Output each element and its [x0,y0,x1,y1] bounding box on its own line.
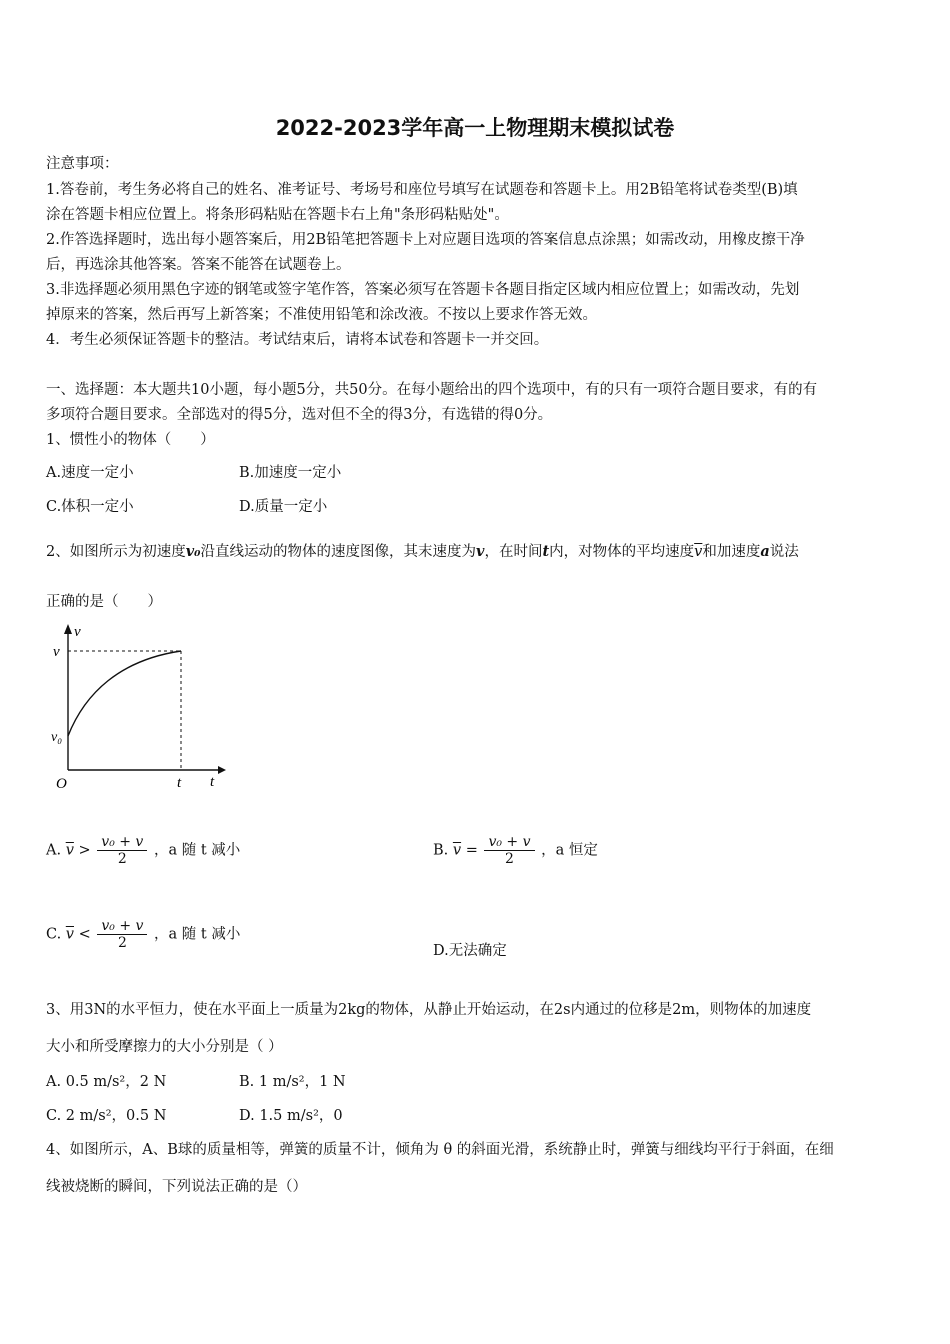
notice-line-2: 涂在答题卡相应位置上。将条形码粘贴在答题卡右上角"条形码粘贴处"。 [46,207,509,223]
q3-stem-line-2: 大小和所受摩擦力的大小分别是（ ） [46,1039,283,1055]
x-axis-arrow [218,766,226,774]
t-tick-label: t [177,775,182,791]
q1-option-c: C.体积一定小 [46,499,134,515]
q2-vbar: $\overline{v}$ [694,544,703,560]
q3-option-d: D. 1.5 m/s²，0 [239,1108,343,1124]
x-axis-label: t [210,774,215,790]
fraction: $\frac{\text{v₀ + v}}{2}$ [484,834,534,867]
section-intro-line-2: 多项符合题目要求。全部选对的得5分，选对但不全的得3分，有选错的得0分。 [46,407,553,423]
q2-a: a [760,543,770,560]
q2-option-b: B. $\overline{v}$ = $\frac{\text{v₀ + v}}{2}$ ，a 恒定 [433,834,598,867]
q1-option-d: D.质量一定小 [239,499,328,515]
q2-option-a: A. $\overline{v}$ > $\frac{\text{v₀ + v}}{2}$ ，a 随 t 减小 [46,834,241,867]
q3-option-b: B. 1 m/s²，1 N [239,1074,346,1090]
velocity-time-graph [40,618,230,798]
q3-option-a: A. 0.5 m/s²，2 N [46,1074,167,1090]
q3-option-c: C. 2 m/s²，0.5 N [46,1108,167,1124]
q2-stem-line-2: 正确的是（ ） [46,594,162,610]
q1-option-a: A.速度一定小 [46,465,134,481]
q2-stem-line-1: 2、如图所示为初速度v₀沿直线运动的物体的速度图像，其末速度为v，在时间t内，对物体的平均速度$\overline{v}$和加速度a说法 [46,543,799,560]
notice-heading: 注意事项： [46,156,119,172]
page-title: 2022-2023学年高一上物理期末模拟试卷 [275,116,675,140]
notice-line-4: 后，再选涂其他答案。答案不能答在试题卷上。 [46,257,351,273]
section-intro-line-1: 一、选择题：本大题共10小题，每小题5分，共50分。在每小题给出的四个选项中，有的只有一项符合题目要求，有的有 [46,382,818,398]
notice-line-5: 3.非选择题必须用黑色字迹的钢笔或签字笔作答，答案必须写在答题卡各题目指定区域内相应位置上；如需改动，先划 [46,282,800,298]
q4-stem-line-2: 线被烧断的瞬间，下列说法正确的是（） [46,1179,307,1195]
fraction: $\frac{\text{v₀ + v}}{2}$ [97,834,147,867]
v-tick-label: v [53,644,60,660]
v0-tick-label: v₀ [51,730,63,745]
q2-t: t [542,543,550,560]
q1-option-b: B.加速度一定小 [239,465,342,481]
q3-stem-line-1: 3、用3N的水平恒力，使在水平面上一质量为2kg的物体，从静止开始运动，在2s内通过的位移是2m，则物体的加速度 [46,1002,812,1018]
q2-v0: v₀ [185,543,201,560]
y-axis-arrow [64,624,72,634]
fraction: $\frac{\text{v₀ + v}}{2}$ [97,918,147,951]
origin-label: O [56,776,67,792]
notice-line-1: 1.答卷前，考生务必将自己的姓名、准考证号、考场号和座位号填写在试题卷和答题卡上。用2B铅笔将试卷类型(B)填 [46,182,798,198]
notice-line-3: 2.作答选择题时，选出每小题答案后，用2B铅笔把答题卡上对应题目选项的答案信息点涂黑；如需改动，用橡皮擦干净 [46,232,805,248]
velocity-curve [68,651,181,736]
q2-option-c: C. $\overline{v}$ < $\frac{\text{v₀ + v}}{2}$ ，a 随 t 减小 [46,918,241,951]
notice-line-7: 4．考生必须保证答题卡的整洁。考试结束后，请将本试卷和答题卡一并交回。 [46,332,549,348]
q2-v: v [476,543,485,560]
q4-stem-line-1: 4、如图所示，A、B球的质量相等，弹簧的质量不计，倾角为 θ 的斜面光滑，系统静止时，弹簧与细线均平行于斜面，在细 [46,1142,834,1158]
notice-line-6: 掉原来的答案，然后再写上新答案；不准使用铅笔和涂改液。不按以上要求作答无效。 [46,307,597,323]
q1-stem: 1、惯性小的物体（ ） [46,432,215,448]
y-axis-label: v [74,624,81,640]
q2-option-d: D.无法确定 [433,943,507,959]
